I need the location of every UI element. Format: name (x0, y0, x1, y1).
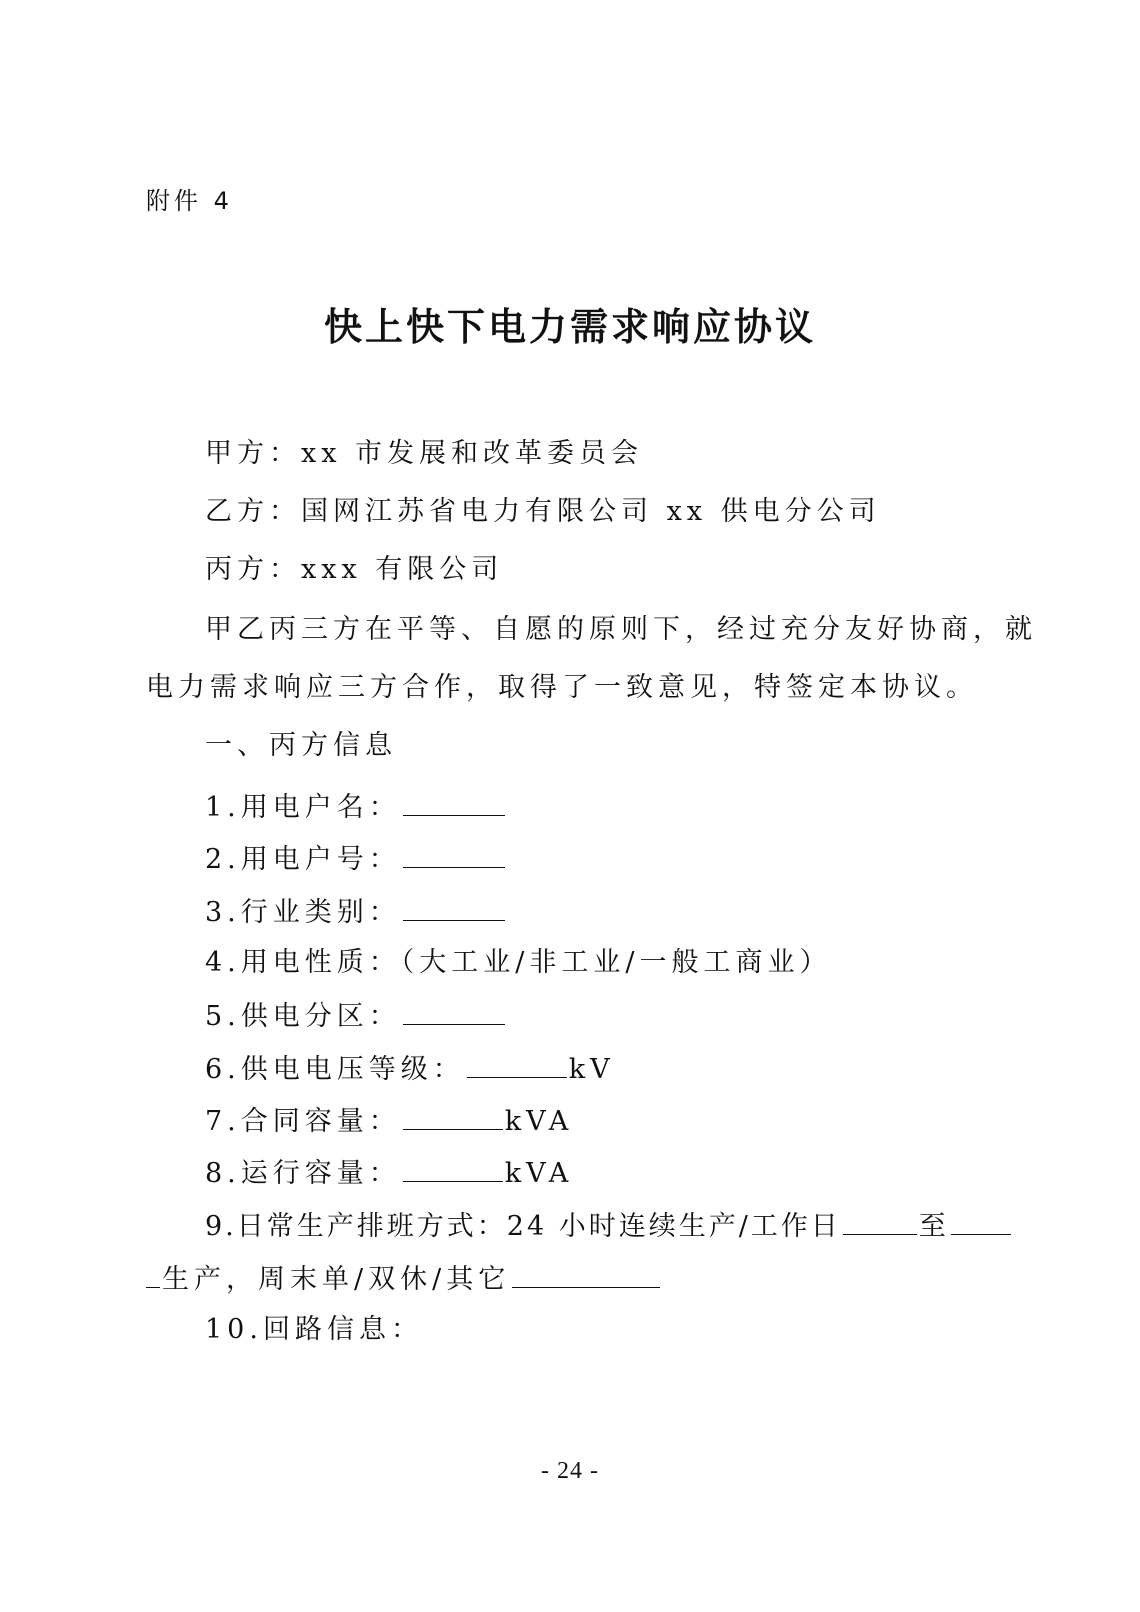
contract-capacity-unit: kVA (504, 1106, 574, 1137)
item-operating-capacity-label: 8.运行容量： (205, 1158, 401, 1189)
party-a: 甲方：xx 市发展和改革委员会 (205, 438, 644, 469)
workday-end-blank (951, 1207, 1011, 1235)
item-voltage-level (205, 1050, 615, 1088)
workday-start-blank (843, 1207, 917, 1235)
page-number: - 24 - (541, 1458, 599, 1484)
item-circuit-info: 10.回路信息： (205, 1314, 423, 1345)
item-contract-capacity-label: 7.合同容量： (205, 1106, 401, 1137)
item-user-name (205, 788, 507, 826)
document-title: 快上快下电力需求响应协议 (323, 305, 816, 349)
intro-paragraph-line1: 甲乙丙三方在平等、自愿的原则下，经过充分友好协商，就 (205, 614, 1037, 645)
shift-schedule-part3: 生产，周末单/双休/其它 (162, 1264, 511, 1295)
shift-schedule-part1: 9.日常生产排班方式：24 小时连续生产/工作日 (205, 1211, 841, 1242)
other-schedule-blank (512, 1260, 660, 1288)
supply-zone-blank (403, 997, 505, 1025)
operating-capacity-unit: kVA (504, 1158, 574, 1189)
shift-schedule-to: 至 (918, 1211, 949, 1242)
item-user-name-label: 1.用电户名： (205, 792, 401, 823)
item-user-number (205, 840, 507, 878)
user-number-blank (403, 840, 505, 868)
attachment-label: 附件 4 (146, 187, 233, 215)
item-usage-type: 4.用电性质：（大工业/非工业/一般工商业） (205, 947, 832, 978)
voltage-blank (467, 1050, 567, 1078)
item-shift-schedule-line1 (205, 1207, 1011, 1245)
party-c: 丙方：xxx 有限公司 (205, 554, 504, 585)
item-voltage-level-label: 6.供电电压等级： (205, 1054, 465, 1085)
industry-blank (403, 893, 505, 921)
item-supply-zone (205, 997, 507, 1035)
workday-end-blank-cont (146, 1260, 160, 1288)
section1-heading: 一、丙方信息 (205, 730, 397, 761)
user-name-blank (403, 788, 505, 816)
party-b: 乙方：国网江苏省电力有限公司 xx 供电分公司 (205, 496, 881, 527)
operating-capacity-blank (403, 1154, 503, 1182)
voltage-unit: kV (568, 1054, 615, 1085)
item-supply-zone-label: 5.供电分区： (205, 1001, 401, 1032)
item-operating-capacity (205, 1154, 573, 1192)
item-industry-label: 3.行业类别： (205, 897, 401, 928)
intro-paragraph-line2: 电力需求响应三方合作，取得了一致意见，特签定本协议。 (146, 672, 978, 703)
item-contract-capacity (205, 1102, 573, 1140)
item-shift-schedule-line2 (146, 1260, 662, 1298)
item-industry (205, 893, 507, 931)
item-user-number-label: 2.用电户号： (205, 844, 401, 875)
contract-capacity-blank (403, 1102, 503, 1130)
